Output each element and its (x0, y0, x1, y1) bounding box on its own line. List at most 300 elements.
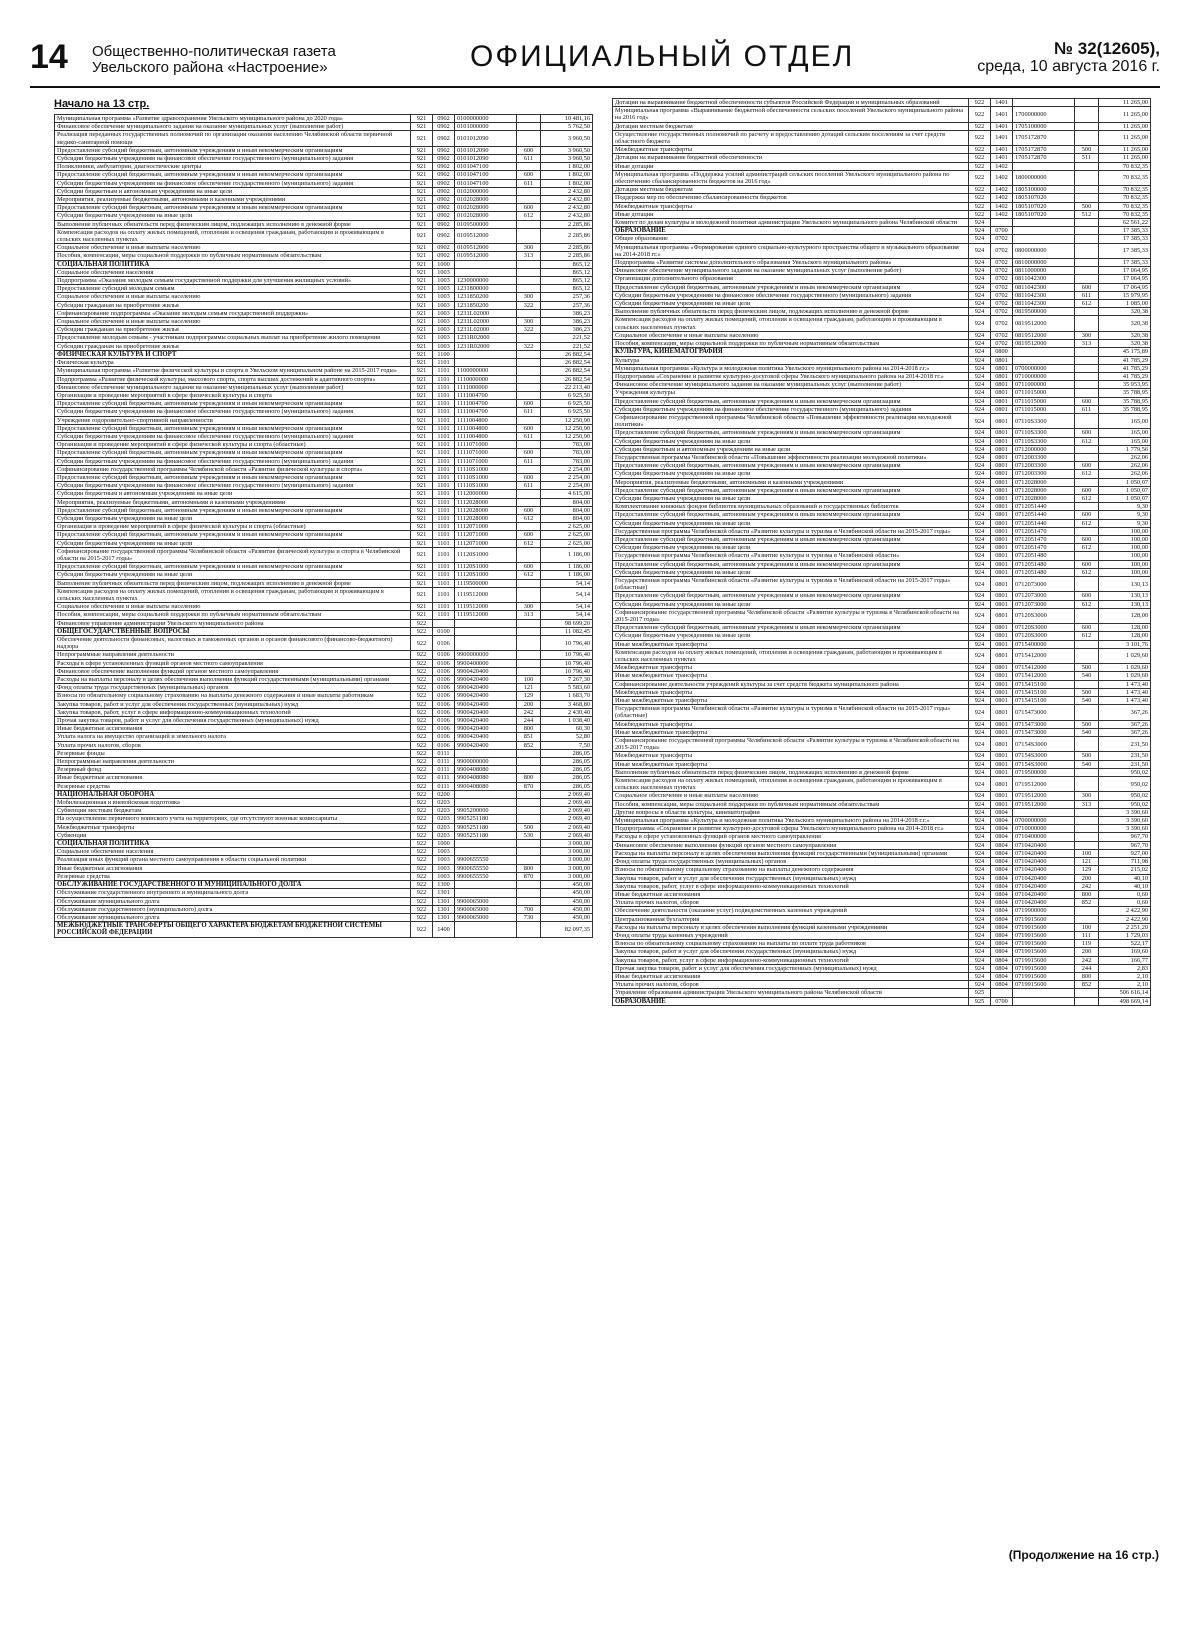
row-name: Расходы на выплаты персоналу в целях обеспечения выполнения функций государственными (муниципальными) органами (55, 676, 411, 684)
row-grbs: 922 (411, 684, 433, 692)
row-exp-type: 612 (1075, 494, 1099, 502)
row-section: 0902 (433, 131, 455, 146)
row-grbs: 921 (411, 179, 433, 187)
row-exp-type (517, 260, 541, 268)
row-target: 0715415100 (1013, 688, 1075, 696)
row-grbs: 921 (411, 465, 433, 473)
table-row (55, 473, 593, 481)
row-exp-type (517, 228, 541, 243)
row-exp-type (517, 309, 541, 317)
table-row (55, 733, 593, 741)
row-target: 9900655550 (455, 856, 517, 864)
row-name: Субсидии бюджетным учреждениям на иные цели (613, 437, 969, 445)
row-grbs: 921 (411, 424, 433, 432)
row-name: Межбюджетные трансферты (613, 720, 969, 728)
row-exp-type: 511 (1075, 154, 1099, 162)
row-target: 1112000000 (455, 490, 517, 498)
row-target (455, 619, 517, 627)
row-section: 1000 (433, 840, 455, 848)
row-exp-type: 730 (517, 913, 541, 921)
row-sum: 169,60 (1099, 948, 1151, 956)
row-grbs: 922 (411, 725, 433, 733)
row-sum: 320,38 (1099, 340, 1151, 348)
row-grbs: 924 (969, 308, 991, 316)
row-target: 9900420400 (455, 692, 517, 700)
row-name: Субсидии бюджетным учреждениям на иные цели (613, 568, 969, 576)
row-exp-type (517, 465, 541, 473)
row-section: 1101 (433, 465, 455, 473)
row-grbs: 922 (969, 202, 991, 210)
row-section: 1101 (433, 432, 455, 440)
row-section: 0801 (991, 600, 1013, 608)
row-target (455, 260, 517, 268)
row-sum: 804,00 (541, 498, 593, 506)
row-section: 0106 (433, 725, 455, 733)
row-section: 0801 (991, 720, 1013, 728)
row-grbs: 924 (969, 568, 991, 576)
row-section: 1101 (433, 473, 455, 481)
row-name: Субвенции (55, 831, 411, 839)
row-target: 0712003300 (1013, 453, 1075, 461)
row-sum: 2 254,00 (541, 465, 593, 473)
row-section: 1101 (433, 482, 455, 490)
table-row (613, 808, 1151, 816)
table-row (55, 889, 593, 897)
row-grbs: 921 (411, 579, 433, 587)
row-grbs: 922 (969, 210, 991, 218)
row-section: 0801 (991, 697, 1013, 705)
row-section: 0801 (991, 800, 1013, 808)
row-grbs: 921 (411, 342, 433, 350)
row-name: Предоставление субсидий бюджетным, автономным учреждениям и иным некоммерческим организациям (613, 486, 969, 494)
table-row (613, 705, 1151, 720)
row-section: 0902 (433, 171, 455, 179)
row-name: Поддержка мер по обеспечению сбалансированности бюджетов (613, 194, 969, 202)
row-sum: 865,12 (541, 268, 593, 276)
row-target: 11110S1000 (455, 465, 517, 473)
table-row (613, 470, 1151, 478)
section-title: ОФИЦИАЛЬНЫЙ ОТДЕЛ (470, 40, 855, 73)
row-section: 0702 (991, 316, 1013, 331)
row-exp-type: 500 (1075, 688, 1099, 696)
row-section: 1401 (991, 122, 1013, 130)
table-row (613, 680, 1151, 688)
table-row (55, 700, 593, 708)
row-grbs: 922 (969, 130, 991, 145)
row-section: 1101 (433, 571, 455, 579)
row-grbs: 921 (411, 587, 433, 602)
row-section: 0801 (991, 592, 1013, 600)
row-exp-type: 313 (1075, 340, 1099, 348)
row-name: Субсидии бюджетным учреждениям на иные цели (613, 300, 969, 308)
row-grbs: 924 (969, 381, 991, 389)
row-section: 0801 (991, 792, 1013, 800)
row-name: Расходы в сфере установленных функций органов местного самоуправления (613, 833, 969, 841)
table-row (55, 383, 593, 391)
row-target: 9900420400 (455, 676, 517, 684)
row-target: 0101012090 (455, 155, 517, 163)
row-target: 0710420400 (1013, 899, 1075, 907)
row-grbs: 924 (969, 632, 991, 640)
row-exp-type: 612 (1075, 437, 1099, 445)
row-grbs: 922 (411, 881, 433, 889)
row-name: Предоставление субсидий бюджетным, автономным учреждениям и иным некоммерческим организациям (55, 146, 411, 154)
table-row (613, 462, 1151, 470)
row-exp-type: 300 (1075, 792, 1099, 800)
table-row (55, 717, 593, 725)
row-section: 0801 (991, 728, 1013, 736)
row-target: 9900420400 (455, 700, 517, 708)
row-grbs: 924 (969, 664, 991, 672)
row-grbs: 924 (969, 243, 991, 258)
row-name: СОЦИАЛЬНАЯ ПОЛИТИКА (55, 840, 411, 848)
table-row (613, 672, 1151, 680)
row-target: 1231L02000 (455, 326, 517, 334)
row-exp-type (1075, 737, 1099, 752)
row-sum: 10 796,40 (541, 636, 593, 651)
row-sum: 128,00 (1099, 632, 1151, 640)
row-name: Субсидии бюджетным учреждениям на иные цели (55, 212, 411, 220)
row-sum: 100,00 (1099, 535, 1151, 543)
table-row (55, 667, 593, 675)
table-row (55, 619, 593, 627)
table-row (613, 122, 1151, 130)
row-name: Централизованная бухгалтерия (613, 915, 969, 923)
row-sum: 711,98 (1099, 858, 1151, 866)
row-section: 0111 (433, 766, 455, 774)
row-grbs: 924 (969, 544, 991, 552)
row-section: 1101 (433, 441, 455, 449)
row-name: Социальное обеспечение населения (55, 848, 411, 856)
row-target: 1231R02000 (455, 334, 517, 342)
row-exp-type: 612 (517, 212, 541, 220)
table-row (55, 651, 593, 659)
row-target: 0811042300 (1013, 291, 1075, 299)
row-name: Субсидии бюджетным учреждениям на финансовое обеспечение государственного (муниципального) задания (613, 405, 969, 413)
row-grbs: 922 (411, 897, 433, 905)
row-name: Осуществление государственных полномочий по расчету и предоставлению дотаций сельским поселениям за счет средств областного бюджета (613, 130, 969, 145)
row-grbs: 922 (411, 790, 433, 798)
table-row (55, 212, 593, 220)
row-grbs: 924 (969, 608, 991, 623)
row-grbs: 921 (411, 350, 433, 358)
row-name: Предоставление субсидий бюджетным, автономным учреждениям и иным некоммерческим организациям (613, 560, 969, 568)
row-grbs: 922 (411, 848, 433, 856)
row-exp-type (517, 897, 541, 905)
row-target: 9905200000 (455, 807, 517, 815)
row-name: Субсидии бюджетным учреждениям на иные цели (613, 470, 969, 478)
row-target: 0719900000 (1013, 907, 1075, 915)
row-exp-type: 600 (1075, 624, 1099, 632)
row-sum: 257,36 (541, 293, 593, 301)
table-row (613, 194, 1151, 202)
row-grbs: 924 (969, 956, 991, 964)
row-name: Социальное обеспечение и иные выплаты населению (613, 331, 969, 339)
row-target: 0719915600 (1013, 964, 1075, 972)
table-row (613, 503, 1151, 511)
table-row (55, 708, 593, 716)
table-row (613, 535, 1151, 543)
row-grbs: 924 (969, 648, 991, 663)
row-target: 9900420400 (455, 708, 517, 716)
row-name: Предоставление субсидий бюджетным, автономным учреждениям и иным некоммерческим организациям (55, 400, 411, 408)
row-grbs: 921 (411, 171, 433, 179)
row-sum: 2,10 (1099, 981, 1151, 989)
row-exp-type (517, 131, 541, 146)
row-target: 0109512000 (455, 228, 517, 243)
table-row (55, 155, 593, 163)
row-exp-type: 611 (517, 482, 541, 490)
row-section: 0801 (991, 568, 1013, 576)
row-exp-type (1075, 356, 1099, 364)
row-exp-type (1075, 503, 1099, 511)
row-exp-type (517, 277, 541, 285)
table-row (55, 416, 593, 424)
table-row (613, 99, 1151, 107)
row-sum: 35 953,95 (1099, 381, 1151, 389)
row-name: Организация и проведение мероприятий в сфере физической культуры и спорта (областные) (55, 523, 411, 531)
row-section: 0111 (433, 749, 455, 757)
row-grbs: 922 (411, 741, 433, 749)
row-section: 1301 (433, 905, 455, 913)
row-sum: 98 699,20 (541, 619, 593, 627)
row-target: 1112028000 (455, 514, 517, 522)
row-target: 1111004800 (455, 424, 517, 432)
table-row (613, 259, 1151, 267)
row-exp-type: 600 (517, 473, 541, 481)
row-exp-type (1075, 227, 1099, 235)
row-exp-type: 200 (517, 700, 541, 708)
row-name: Предоставление субсидий бюджетным, автономным учреждениям и иным некоммерческим организациям (613, 397, 969, 405)
row-section: 0106 (433, 636, 455, 651)
row-exp-type: 612 (517, 571, 541, 579)
row-target: 0819512000 (1013, 331, 1075, 339)
table-row (613, 486, 1151, 494)
row-grbs: 921 (411, 432, 433, 440)
row-exp-type: 611 (517, 155, 541, 163)
row-name: Поликлиники, амбулатории, диагностические центры (55, 163, 411, 171)
row-target: 1705172870 (1013, 130, 1075, 145)
table-row (613, 544, 1151, 552)
row-name: Субсидии бюджетным учреждениям на финансовое обеспечение государственного (муниципального) задания (613, 291, 969, 299)
table-row (55, 684, 593, 692)
table-row (613, 608, 1151, 623)
row-section: 1003 (433, 864, 455, 872)
row-name: Обслуживание государственного (муниципального) долга (55, 905, 411, 913)
row-name: Пособия, компенсации, меры социальной поддержки по публичным нормативным обязательствам (55, 252, 411, 260)
row-section: 1301 (433, 889, 455, 897)
row-sum: 286,05 (541, 782, 593, 790)
row-sum: 12 250,90 (541, 416, 593, 424)
row-name: Муниципальная программа «Развитие здравоохранения Увельского муниципального района до 2020 года» (55, 115, 411, 123)
row-grbs: 924 (969, 267, 991, 275)
row-target (455, 749, 517, 757)
row-grbs: 924 (969, 453, 991, 461)
row-name: Предоставление субсидий бюджетным, автономным учреждениям и иным некоммерческим организациям (55, 473, 411, 481)
row-section: 0804 (991, 882, 1013, 890)
row-exp-type: 611 (517, 432, 541, 440)
row-grbs: 922 (411, 627, 433, 635)
row-section: 1101 (433, 539, 455, 547)
row-exp-type: 300 (1075, 331, 1099, 339)
row-grbs: 924 (969, 752, 991, 760)
row-section: 1101 (433, 391, 455, 399)
row-exp-type (517, 856, 541, 864)
issue-info (977, 40, 1160, 76)
row-target: 1705172870 (1013, 146, 1075, 154)
row-grbs: 921 (411, 285, 433, 293)
row-sum: 1 029,60 (1099, 664, 1151, 672)
row-grbs: 922 (411, 889, 433, 897)
row-grbs: 922 (411, 692, 433, 700)
row-exp-type: 500 (1075, 202, 1099, 210)
row-sum: 11 265,00 (1099, 154, 1151, 162)
table-row (55, 163, 593, 171)
row-exp-type (517, 749, 541, 757)
row-name: Резервный фонд (55, 766, 411, 774)
row-grbs: 922 (411, 864, 433, 872)
row-name: Муниципальная программа «Культура и молодежная политика Увельского муниципального района на 2014-2018 г.г.» (613, 364, 969, 372)
row-exp-type (1075, 989, 1099, 997)
row-section: 1101 (433, 424, 455, 432)
table-row (55, 465, 593, 473)
row-target: 9900420400 (455, 725, 517, 733)
row-exp-type (517, 922, 541, 937)
row-section: 0804 (991, 972, 1013, 980)
row-target: 1119512000 (455, 611, 517, 619)
row-sum: 286,05 (541, 774, 593, 782)
row-target: 0712028000 (1013, 478, 1075, 486)
row-target: 0715415100 (1013, 680, 1075, 688)
row-section: 0800 (991, 348, 1013, 356)
row-name: Закупка товаров, работ, услуг в сфере информационно-коммуникационных технологий (613, 956, 969, 964)
row-exp-type (1075, 364, 1099, 372)
row-target: 0711015000 (1013, 397, 1075, 405)
row-grbs: 924 (969, 576, 991, 591)
row-target: 9900420400 (455, 684, 517, 692)
row-name: Субсидии бюджетным учреждениям на иные цели (613, 544, 969, 552)
row-target: 9900065000 (455, 905, 517, 913)
row-grbs: 924 (969, 882, 991, 890)
row-grbs: 921 (411, 539, 433, 547)
row-name: Мероприятия, реализуемые бюджетными, автономными и казенными учреждениями (55, 196, 411, 204)
row-exp-type: 530 (517, 831, 541, 839)
row-target: 1112028000 (455, 506, 517, 514)
row-grbs: 921 (411, 228, 433, 243)
row-target: 0811042300 (1013, 275, 1075, 283)
row-sum: 3 390,60 (1099, 817, 1151, 825)
table-row (613, 890, 1151, 898)
row-grbs: 924 (969, 300, 991, 308)
row-section: 0801 (991, 527, 1013, 535)
row-section: 1101 (433, 547, 455, 562)
row-section: 1003 (433, 301, 455, 309)
row-exp-type (1075, 389, 1099, 397)
row-target: 1110000000 (455, 375, 517, 383)
table-row (55, 244, 593, 252)
row-sum: 2 251,20 (1099, 923, 1151, 931)
row-target: 1111004700 (455, 391, 517, 399)
table-row (55, 579, 593, 587)
row-sum: 130,13 (1099, 592, 1151, 600)
row-name: Иные межбюджетные трансферты (613, 697, 969, 705)
row-section: 0804 (991, 874, 1013, 882)
row-section: 0801 (991, 752, 1013, 760)
row-target: 07110S3300 (1013, 413, 1075, 428)
row-section: 0804 (991, 899, 1013, 907)
row-exp-type (517, 115, 541, 123)
row-sum: 783,00 (541, 449, 593, 457)
row-target: 0712073000 (1013, 592, 1075, 600)
row-target: 0700000000 (1013, 817, 1075, 825)
row-section: 0801 (991, 462, 1013, 470)
table-row (613, 445, 1151, 453)
row-name: Муниципальная программа «Поддержка усилий администраций сельских поселений Увельского муниципального района по обеспечению сбалансированности бюджетов на 2016 год» (613, 170, 969, 185)
row-exp-type: 600 (1075, 535, 1099, 543)
budget-table-right (612, 98, 1151, 1006)
row-grbs: 924 (969, 389, 991, 397)
row-target: 0712051480 (1013, 568, 1075, 576)
row-section: 0203 (433, 823, 455, 831)
row-exp-type (517, 367, 541, 375)
row-section: 0902 (433, 155, 455, 163)
row-grbs: 921 (411, 490, 433, 498)
row-exp-type (1075, 648, 1099, 663)
row-target: 0712073000 (1013, 600, 1075, 608)
row-grbs: 922 (411, 774, 433, 782)
row-exp-type (1075, 997, 1099, 1005)
row-exp-type: 612 (517, 514, 541, 522)
row-exp-type (1075, 705, 1099, 720)
row-grbs: 924 (969, 672, 991, 680)
row-grbs: 924 (969, 397, 991, 405)
row-exp-type (1075, 259, 1099, 267)
row-exp-type: 121 (1075, 858, 1099, 866)
row-exp-type (1075, 243, 1099, 258)
row-exp-type (1075, 348, 1099, 356)
row-grbs: 921 (411, 482, 433, 490)
row-name: Комитет по делам культуры и молодежной политики администрации Увельского муниципального района Челябинской области (613, 219, 969, 227)
row-section: 0902 (433, 196, 455, 204)
row-grbs: 921 (411, 547, 433, 562)
row-section: 0700 (991, 227, 1013, 235)
row-sum: 804,00 (541, 506, 593, 514)
row-section: 0804 (991, 923, 1013, 931)
row-name: Управление образования администрации Увельского муниципального района Челябинской области (613, 989, 969, 997)
row-grbs: 922 (411, 872, 433, 880)
row-name: Иные бюджетные ассигнования (55, 774, 411, 782)
continued-from: Начало на 13 стр. (54, 98, 150, 110)
row-target: 0101012090 (455, 131, 517, 146)
row-section: 0801 (991, 511, 1013, 519)
row-sum: 450,00 (541, 905, 593, 913)
row-exp-type (1075, 841, 1099, 849)
row-target: 1100000000 (455, 367, 517, 375)
table-row (55, 913, 593, 921)
row-section: 0702 (991, 243, 1013, 258)
table-row (613, 275, 1151, 283)
row-section: 1003 (433, 309, 455, 317)
row-name: Реализация переданных государственных полномочий по организации оказания населению Челябинской области первичной медико-санитарной помощи (55, 131, 411, 146)
row-grbs: 924 (969, 817, 991, 825)
table-row (55, 815, 593, 823)
row-exp-type (1075, 170, 1099, 185)
table-row (613, 154, 1151, 162)
row-grbs: 921 (411, 268, 433, 276)
row-name: Дотации на выравнивание бюджетной обеспеченности субъектов Российской Федерации и муниципальных образований (613, 99, 969, 107)
row-name: Муниципальная программа «Формирование единого социально-культурного пространства общего и музыкального образования на 2014-2018 гг.» (613, 243, 969, 258)
row-name: Выполнение публичных обязательств перед физическим лицом, подлежащих исполнению в денежной форме (613, 308, 969, 316)
